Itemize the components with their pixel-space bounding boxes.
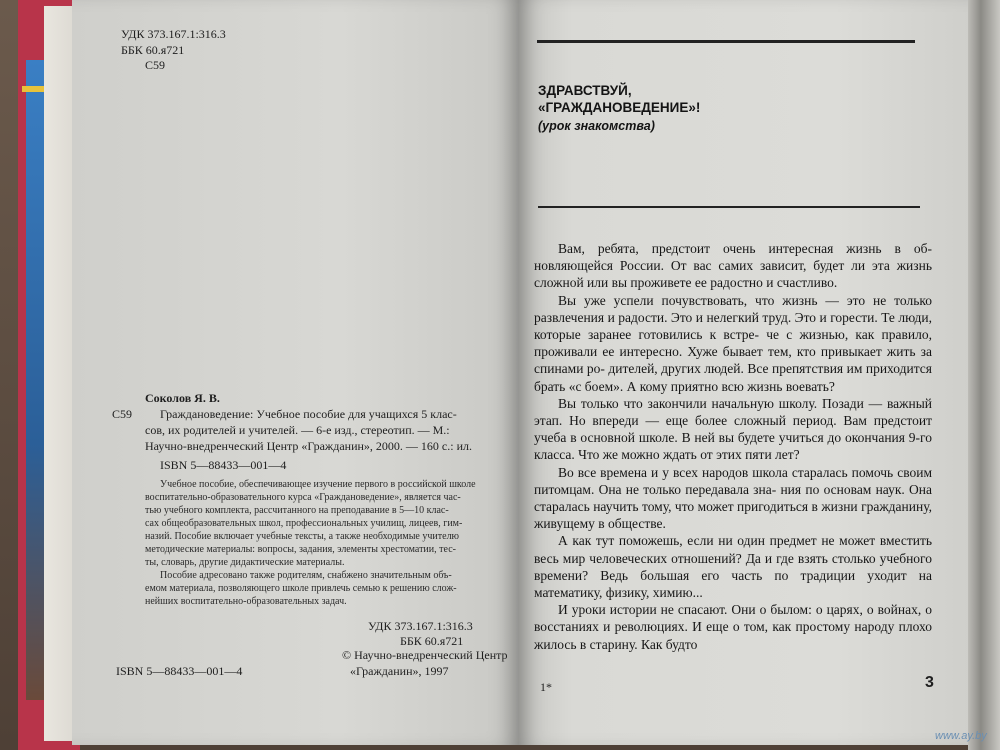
paragraph: Вам, ребята, предстоит очень интересная жизнь в об- новляющейся России. От вас самих зависит, будет ли эта жизнь сложной или вы проживете ее радостно и счастливо. [534,241,932,291]
main-text [534,240,932,653]
page-number: 3 [925,674,934,691]
chapter-title: «ГРАЖДАНОВЕДЕНИЕ»! [538,100,701,115]
paragraph: Во все времена и у всех народов школа старалась помочь своим питомцам. Она не только передавала зна- ния по основам наук. Она старалась научить тому, что может пригодиться в жизни гражданину, живущему в обществе. [534,464,932,532]
author-mark: С59 [145,58,166,72]
copyright-line: © Научно-внедренческий Центр [342,648,508,662]
author-name: Соколов Я. В. [145,391,220,405]
bib-line: Научно-внедренческий Центр «Гражданин», 2000. — 160 с.: ил. [145,439,472,453]
annotation-line: емом материала, позволяющего школе привлечь семью к решению слож- [145,583,457,594]
annotation-line: Пособие адресовано также родителям, снабжено значительным объ- [160,570,452,581]
signature-mark: 1* [540,680,552,694]
author-mark-side: С59 [112,407,133,421]
watermark: www.ay.by [935,730,987,742]
page-edge [968,0,1000,750]
annotation-line: воспитательно-образовательного курса «Граждановедение», является час- [145,492,461,503]
title-rule [538,206,920,208]
bbk-code: ББК 60.я721 [121,43,185,57]
annotation-line: сах общеобразовательных школ, профессиональных училищ, лицеев, гим- [145,518,463,529]
paragraph: Вы только что закончили начальную школу. Позади — важный этап. Но впереди — еще более сложный период. Вам предстоит учеба в основной школе. В ней вы будете учиться до окончания 9-го класса. Что же можно ждать от этих пяти лет? [534,395,932,463]
paragraph: А как тут поможешь, если ни один предмет не может вместить весь мир человеческих отношений? Да и где взять столько учебного времени? Ведь большая его часть по традиции уходит на математику, физику, химию... [534,533,932,601]
chapter-title: ЗДРАВСТВУЙ, [538,83,632,98]
bib-line: сов, их родителей и учителей. — 6-е изд., стереотип. — М.: [145,423,450,437]
isbn-bottom: ISBN 5—88433—001—4 [116,664,243,678]
paragraph: Вы уже успели почувствовать, что жизнь — это не только развлечения и радости. Это и нелегкий труд. Это и горести. Те люди, которые заранее готовились к встре- че с жизнью, как правило, проживали ее интересно. Хуже бывает тем, кто привыкает жить за спинами ро- дителей, других людей. Все препятствия им приходится брать «с боем». А кому приятно всю жизнь воевать? [534,292,932,394]
isbn-main: ISBN 5—88433—001—4 [160,458,287,472]
udk-bottom: УДК 373.167.1:316.3 [368,619,473,633]
annotation-line: Учебное пособие, обеспечивающее изучение первого в российской школе [160,479,476,490]
annotation-line: назий. Пособие включает учебные тексты, а также необходимые учителю [145,531,460,542]
bib-line: Граждановедение: Учебное пособие для учащихся 5 клас- [160,407,457,421]
annotation-line: тью учебного комплекта, рассчитанного на преподавание в 5—10 клас- [145,505,449,516]
annotation-line: ты, словарь, другие дидактические материалы. [145,557,345,568]
annotation-line: нейших воспитательно-образовательных задач. [145,596,347,607]
top-rule [537,40,915,43]
udk-code: УДК 373.167.1:316.3 [121,27,226,41]
bbk-bottom: ББК 60.я721 [400,634,464,648]
chapter-subtitle: (урок знакомства) [538,119,655,133]
paragraph: И уроки истории не спасают. Они о былом: о царях, о войнах, о восстаниях и революциях. И еще о том, как простому народу плохо жилось в старину. Как будто [534,602,932,652]
copyright-line: «Гражданин», 1997 [350,664,449,678]
annotation-line: методические материалы: вопросы, задания, элементы хрестоматии, тес- [145,544,456,555]
